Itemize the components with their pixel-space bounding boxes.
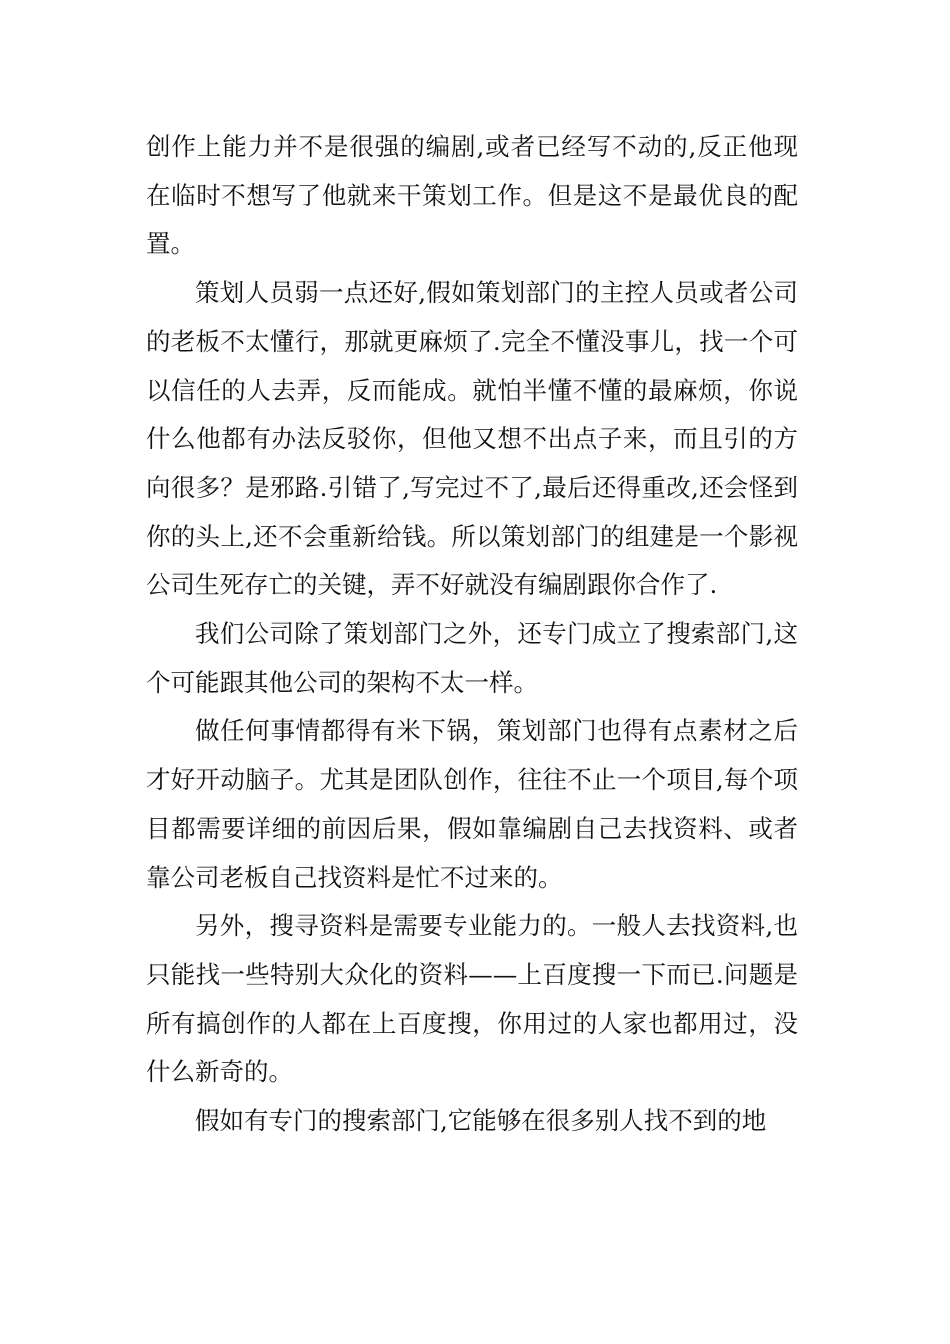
paragraph-2: 策划人员弱一点还好,假如策划部门的主控人员或者公司的老板不太懂行，那就更麻烦了.完全不懂没事儿，找一个可以信任的人去弄，反而能成。就怕半懂不懂的最麻烦，你说什么他都有办法反驳你，但他又想不出点子来，而且引的方向很多？是邪路.引错了,写完过不了,最后还得重改,还会怪到你的头上,还不会重新给钱。所以策划部门的组建是一个影视公司生死存亡的关键，弄不好就没有编剧跟你合作了. — [146, 278, 798, 600]
paragraph-3: 我们公司除了策划部门之外，还专门成立了搜索部门,这个可能跟其他公司的架构不太一样。 — [146, 619, 798, 697]
paragraph-1: 创作上能力并不是很强的编剧,或者已经写不动的,反正他现在临时不想写了他就来干策划工作。但是这不是最优良的配置。 — [146, 132, 798, 259]
paragraph-6: 假如有专门的搜索部门,它能够在很多别人找不到的地 — [195, 1106, 767, 1136]
document-body — [146, 123, 798, 1146]
paragraph-5: 另外，搜寻资料是需要专业能力的。一般人去找资料,也只能找一些特别大众化的资料——上百度搜一下而已.问题是所有搞创作的人都在上百度搜，你用过的人家也都用过，没什么新奇的。 — [146, 911, 798, 1087]
paragraph-4: 做任何事情都得有米下锅，策划部门也得有点素材之后才好开动脑子。尤其是团队创作，往往不止一个项目,每个项目都需要详细的前因后果，假如靠编剧自己去找资料、或者靠公司老板自己找资料是忙不过来的。 — [146, 716, 798, 892]
